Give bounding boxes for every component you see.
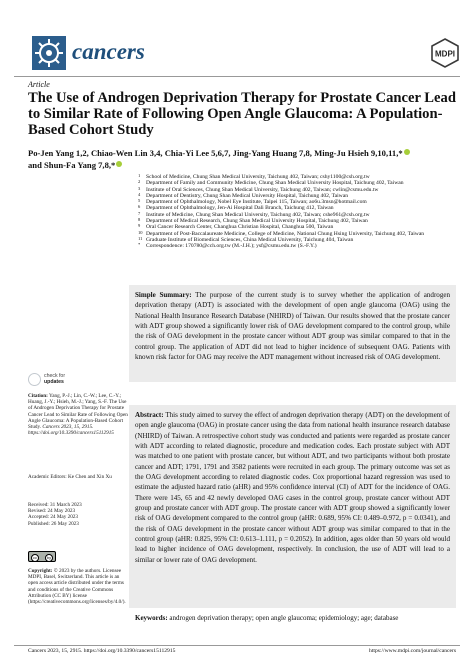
journal-logo-icon xyxy=(32,36,66,70)
author-list xyxy=(28,147,458,171)
affiliation-item: 4 Department of Dentistry, Chung Shan Medical University Hospital, Taichung 402, Taiwan xyxy=(138,191,349,199)
orcid-icon[interactable] xyxy=(404,149,410,155)
editors-label: Academic Editors: xyxy=(28,474,67,480)
simple-summary-label: Simple Summary: xyxy=(135,291,192,299)
editors-names: Ke Chen and Xin Xu xyxy=(68,474,112,480)
check-updates-line2: updates xyxy=(44,378,64,385)
abstract-label: Abstract: xyxy=(135,411,164,419)
date-accepted: Accepted: 24 May 2023 xyxy=(28,514,78,521)
footer-citation[interactable]: Cancers 2023, 15, 2915. https://doi.org/10.3390/cancers15112915 xyxy=(28,648,176,654)
mdpi-logo-icon xyxy=(430,38,460,68)
journal-name: cancers xyxy=(72,39,145,64)
affiliation-item: 2 Department of Family and Community Medicine, Chung Shan Medical University Hospital, Taichung 402, Taiwan xyxy=(138,179,404,187)
affiliation-item: 7 Institute of Medicine, Chung Shan Medical University, Taichung 402, Taiwan; cshe961@csh.org.tw xyxy=(138,210,370,218)
date-published: Published: 26 May 2023 xyxy=(28,520,79,527)
editors-block xyxy=(28,474,128,480)
citation-block xyxy=(28,393,128,436)
check-updates-line1: check for xyxy=(44,373,66,379)
footer-journal-link[interactable]: https://www.mdpi.com/journal/cancers xyxy=(369,648,456,654)
keywords xyxy=(135,614,455,623)
affiliation-item: 1 School of Medicine, Chung Shan Medical University, Taichung 402, Taiwan; cshy1100@csh.org.tw xyxy=(138,173,370,180)
affiliation-item: 10 Department of Post-Baccalaureate Medicine, College of Medicine, National Chung Hsing University, Taichung 402, Taiwan xyxy=(138,229,425,237)
check-updates-icon xyxy=(28,373,41,386)
cc-by-license-icon[interactable] xyxy=(28,551,56,562)
orcid-icon[interactable] xyxy=(116,161,122,167)
authors-line-1[interactable]: Po-Jen Yang 1,2, Chiao-Wen Lin 3,4, Chia-Yi Lee 5,6,7, Jing-Yang Huang 7,8, Ming-Ju Hsieh 9,10,11,* xyxy=(28,148,403,158)
copyright-label: Copyright: xyxy=(28,568,53,574)
simple-summary-text: The purpose of the current study is to survey whether the application of androgen deprivation therapy (ADT) is associated with the development of open angle glaucoma (OAG) using the National Health Insurance Research Database (NHIRD) of Taiwan. Our results showed that the prostate cancer with ADT group showed a significantly lower risk of OAG development compared to the control group, while the risk of OAG development in the prostate cancer without ADT group was similar compared to that in the control group. The application of ADT did not lead to higher incidence of subsequent OAG. Patients with known risk factor for OAG may receive the ADT management without increased risk of OAG development. xyxy=(135,291,450,362)
mdpi-logo-text: MDPI xyxy=(435,49,455,59)
copyright-text: © 2023 by the authors. Licensee MDPI, Basel, Switzerland. This article is an open access article distributed under the terms and conditions of the Creative Commons Attribution (CC BY) license (https://creativecommons.org/licenses/by/4.0/). xyxy=(28,568,126,606)
correspondence: * Correspondence: 170780@cch.org.tw (M.-J.H.); ysf@csmu.edu.tw (S.-F.Y.) xyxy=(138,242,317,250)
article-title: The Use of Androgen Deprivation Therapy for Prostate Cancer Lead to Similar Rate of Following Open Angle Glaucoma: A Population-Based Cohort Study xyxy=(28,90,456,138)
abstract-box xyxy=(129,405,456,608)
affiliation-item: 3 Institute of Oral Sciences, Chung Shan Medical University, Taichung 402, Taiwan; cwlin@csmu.edu.tw xyxy=(138,185,379,193)
date-received: Received: 31 March 2023 xyxy=(28,502,82,508)
cc-badge-left: cc xyxy=(33,554,37,560)
date-revised: Revised: 24 May 2023 xyxy=(28,508,76,515)
header-rule xyxy=(14,76,460,77)
copyright-block xyxy=(28,568,128,605)
affiliation-item: 6 Department of Ophthalmology, Jen-Ai Hospital Dali Branch, Taichung 412, Taiwan xyxy=(138,204,334,212)
affiliations xyxy=(138,174,458,250)
cc-badge-right: by xyxy=(46,554,52,560)
citation-text: Yang, P.-J.; Lin, C.-W.; Lee, C.-Y.; Huang, J.-Y.; Hsieh, M.-J.; Yang, S.-F. The Use of Androgen Deprivation Therapy for Prostate Cancer Lead to Similar Rate of Following Open Angle Glaucoma: A Population-Based Cohort Study. xyxy=(28,393,128,431)
citation-label: Citation: xyxy=(28,393,48,399)
journal-header xyxy=(14,36,460,70)
dates-block xyxy=(28,502,128,527)
affiliation-item: 9 Oral Cancer Research Center, Changhua Christian Hospital, Changhua 500, Taiwan xyxy=(138,223,334,231)
citation-journal-ref[interactable]: Cancers 2023, 15, 2915. https://doi.org/10.3390/cancers15112915 xyxy=(28,424,114,437)
check-for-updates-badge[interactable] xyxy=(28,373,118,387)
article-type: Article xyxy=(28,80,50,89)
simple-summary-box xyxy=(129,285,456,382)
abstract-text: This study aimed to survey the effect of androgen deprivation therapy (ADT) on the development of open angle glaucoma (OAG) in prostate cancer using the data from national health insurance research database (NHIRD) of Taiwan. A retrospective cohort study was conducted and patients were regarded as prostate cancer with ADT according to related diagnostic, procedure and medication codes. Each prostate subject with ADT was matched to one patient with prostate cancer, but without ADT, and two participants without both prostate cancer and ADT; 1791, 1791 and 3582 patients were recruited in each group. The primary outcome was set as the OAG development according to related diagnostic codes. Cox proportional hazard regression was used to estimate the adjusted hazard ratio (aHR) and 95% confidence interval (CI) of ADT for the incidence of OAG. There were 145, 65 and 42 newly developed OAG cases in the control group, prostate cancer without ADT group and prostate cancer with ADT group. The prostate cancer with ADT group showed a significantly lower risk of OAG development compared to the control group (aHR: 0.689, 95% CI: 0.489–0.972, p = 0.0341), and the risk of OAG development in the prostate cancer without ADT group was similar compared to that in the control group (aHR: 0.825, 95% CI: 0.613–1.111, p = 0.2052). In addition, ages older than 50 years old would lead to higher incidence of OAG development, respectively. In conclusion, the use of ADT will lead to a similar or lower rate of OAG development. xyxy=(135,411,451,564)
authors-line-2[interactable]: and Shun-Fa Yang 7,8,* xyxy=(28,160,116,170)
affiliation-item: 11 Graduate Institute of Biomedical Sciences, China Medical University, Taichung 404, Taiwan xyxy=(138,235,354,243)
footer-rule xyxy=(14,645,460,646)
keywords-label: Keywords: xyxy=(135,614,168,622)
affiliation-item: 8 Department of Medical Research, Chung Shan Medical University Hospital, Taichung 402, Taiwan xyxy=(138,217,368,225)
affiliation-item: 5 Department of Ophthalmology, Nobel Eye Institute, Taipei 115, Taiwan; ao6u.3msn@hotmail.com xyxy=(138,198,367,206)
keywords-text: androgen deprivation therapy; open angle glaucoma; epidemiology; age; database xyxy=(169,614,399,622)
